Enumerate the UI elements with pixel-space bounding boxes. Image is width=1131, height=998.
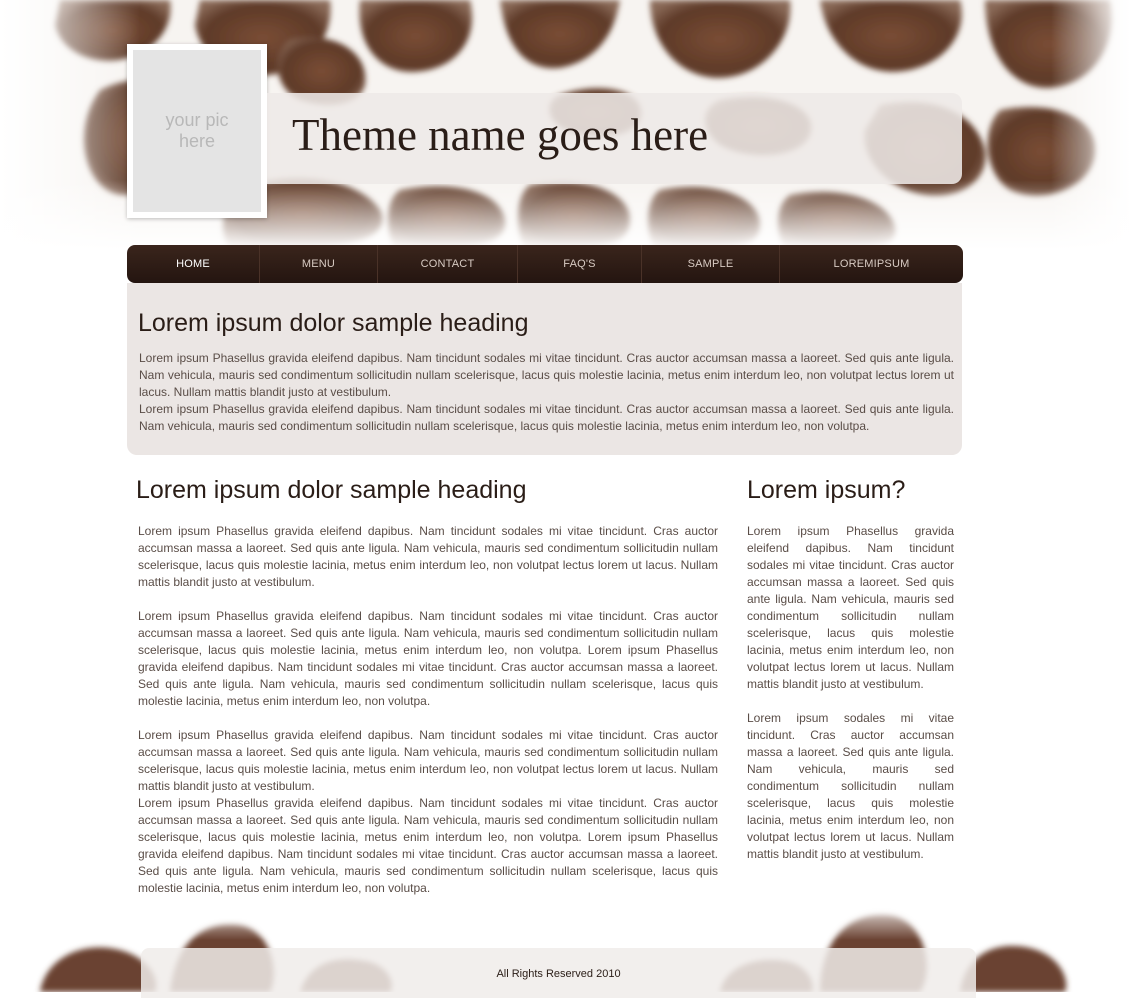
main-paragraph: Lorem ipsum Phasellus gravida eleifend dapibus. Nam tincidunt sodales mi vitae tincidunt. Cras auctor accumsan massa a laoreet. Sed quis ante ligula. Nam vehicula, mauris sed condimentum sollicitudin nullam scelerisque, lacus quis molestie lacinia, metus enim interdum leo, non volutpa. Lorem ipsum Phasellus gravida eleifend dapibus. Nam tincidunt sodales mi vitae tincidunt. Cras auctor accumsan massa a laoreet. Sed quis ante ligula. Nam vehicula, mauris sed condimentum sollicitudin nullam scelerisque, lacus quis molestie lacinia, metus enim interdum leo, non volutpa. <box>138 796 718 895</box>
sidebar-paragraph: Lorem ipsum Phasellus gravida eleifend dapibus. Nam tincidunt sodales mi vitae tincidunt. Cras auctor accumsan massa a laoreet. Sed quis ante ligula. Nam vehicula, mauris sed condimentum sollicitudin nullam scelerisque, lacus quis molestie lacinia, metus enim interdum leo, non volutpat lectus lorem ut lacus. Nullam mattis blandit justo at vestibulum. <box>747 524 954 691</box>
intro-text <box>139 350 954 435</box>
sidebar <box>747 476 954 863</box>
main-navigation <box>127 245 963 283</box>
copyright-text: All Rights Reserved 2010 <box>496 968 621 980</box>
sidebar-heading: Lorem ipsum? <box>747 476 906 504</box>
site-title: Theme name goes here <box>292 110 709 160</box>
footer <box>141 948 976 998</box>
main-paragraph: Lorem ipsum Phasellus gravida eleifend dapibus. Nam tincidunt sodales mi vitae tincidunt. Cras auctor accumsan massa a laoreet. Sed quis ante ligula. Nam vehicula, mauris sed condimentum sollicitudin nullam scelerisque, lacus quis molestie lacinia, metus enim interdum leo, non volutpat lectus lorem ut lacus. Nullam mattis blandit justo at vestibulum. <box>138 728 718 793</box>
main-paragraph: Lorem ipsum Phasellus gravida eleifend dapibus. Nam tincidunt sodales mi vitae tincidunt. Cras auctor accumsan massa a laoreet. Sed quis ante ligula. Nam vehicula, mauris sed condimentum sollicitudin nullam scelerisque, lacus quis molestie lacinia, metus enim interdum leo, non volutpa. Lorem ipsum Phasellus gravida eleifend dapibus. Nam tincidunt sodales mi vitae tincidunt. Cras auctor accumsan massa a laoreet. Sed quis ante ligula. Nam vehicula, mauris sed condimentum sollicitudin nullam scelerisque, lacus quis molestie lacinia, metus enim interdum leo, non volutpa. <box>138 609 718 708</box>
main-heading: Lorem ipsum dolor sample heading <box>136 476 527 504</box>
profile-photo-frame <box>127 44 267 218</box>
intro-panel <box>127 283 962 455</box>
nav-sample[interactable]: SAMPLE <box>642 245 780 283</box>
intro-paragraph: Lorem ipsum Phasellus gravida eleifend dapibus. Nam tincidunt sodales mi vitae tincidunt. Cras auctor accumsan massa a laoreet. Sed quis ante ligula. Nam vehicula, mauris sed condimentum sollicitudin nullam scelerisque, lacus quis molestie lacinia, metus enim interdum leo, non volutpa. <box>139 402 954 433</box>
main-content <box>136 476 718 897</box>
nav-contact[interactable]: CONTACT <box>378 245 518 283</box>
intro-heading: Lorem ipsum dolor sample heading <box>138 309 529 337</box>
sidebar-paragraph: Lorem ipsum sodales mi vitae tincidunt. Cras auctor accumsan massa a laoreet. Sed quis ante ligula. Nam vehicula, mauris sed condimentum sollicitudin nullam scelerisque, lacus quis molestie lacinia, metus enim interdum leo, non volutpat lectus lorem ut lacus. Nullam mattis blandit justo at vestibulum. <box>747 711 954 861</box>
main-paragraph: Lorem ipsum Phasellus gravida eleifend dapibus. Nam tincidunt sodales mi vitae tincidunt. Cras auctor accumsan massa a laoreet. Sed quis ante ligula. Nam vehicula, mauris sed condimentum sollicitudin nullam scelerisque, lacus quis molestie lacinia, metus enim interdum leo, non volutpat lectus lorem ut lacus. Nullam mattis blandit justo at vestibulum. <box>138 524 718 589</box>
nav-home[interactable]: HOME <box>127 245 260 283</box>
title-banner <box>267 93 962 184</box>
nav-faqs[interactable]: FAQ'S <box>518 245 642 283</box>
nav-menu[interactable]: MENU <box>260 245 378 283</box>
photo-placeholder-label: your pic here <box>165 110 229 151</box>
intro-paragraph: Lorem ipsum Phasellus gravida eleifend dapibus. Nam tincidunt sodales mi vitae tincidunt. Cras auctor accumsan massa a laoreet. Sed quis ante ligula. Nam vehicula, mauris sed condimentum sollicitudin nullam scelerisque, lacus quis molestie lacinia, metus enim interdum leo, non volutpat lectus lorem ut lacus. Nullam mattis blandit justo at vestibulum. <box>139 351 954 399</box>
profile-photo-placeholder[interactable] <box>133 50 261 212</box>
nav-loremipsum[interactable]: LOREMIPSUM <box>833 258 910 270</box>
